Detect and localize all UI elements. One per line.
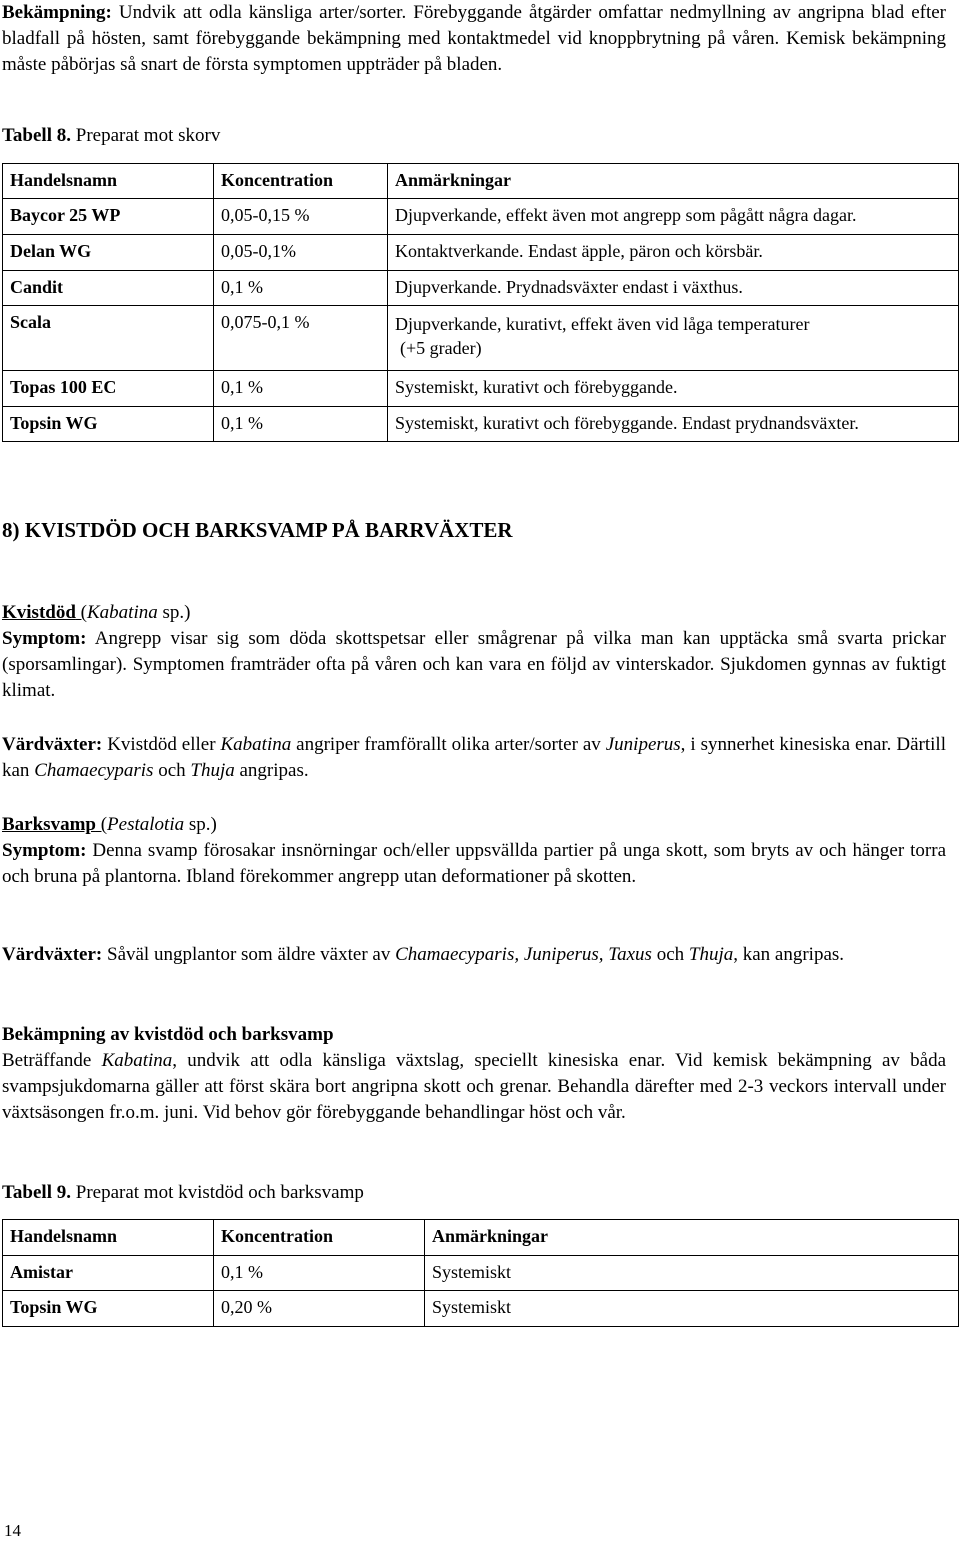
intro-text: Undvik att odla känsliga arter/sorter. Förebyggande åtgärder omfattar nedmyllning av angripna blad efter bladfall på hösten, samt förebyggande bekämpning med kontaktmedel vid knoppbrytning på våren. Kemisk bekämpning måste påbörjas så snart de första symptomen uppträder på bladen.	[2, 2, 946, 75]
table-row	[3, 371, 959, 407]
row-name: Delan WG	[3, 235, 214, 271]
host-text: angriper framförallt olika arter/sorter av	[291, 734, 606, 755]
kvistdod-latin: Kabatina	[87, 602, 158, 623]
host-latin: Kabatina	[220, 734, 292, 755]
header-koncentration: Koncentration	[214, 1220, 425, 1256]
control-text: , undvik att odla känsliga växtslag, speciellt kinesiska enar. Vid kemisk bekämpning av båda svampsjukdomarna gäller att först skära bort angripna skott och grenar. Behandla därefter med 2-3 veckors intervall under växtsäsongen fr.o.m. juni. Vid behov gör förebyggande behandlingar höst och vår.	[2, 1050, 946, 1123]
host-text: och	[651, 944, 689, 965]
control-latin: Kabatina	[101, 1050, 173, 1071]
table-row	[3, 306, 959, 371]
row-conc: 0,20 %	[214, 1291, 425, 1327]
header-anmarkningar: Anmärkningar	[388, 164, 959, 199]
row-name: Scala	[3, 306, 214, 371]
control-heading: Bekämpning av kvistdöd och barksvamp	[2, 1024, 334, 1045]
table8-title	[2, 123, 220, 149]
host-text: Såväl ungplantor som äldre växter av	[102, 944, 396, 965]
row-conc: 0,05-0,1%	[214, 235, 388, 271]
row-name: Topas 100 EC	[3, 371, 214, 407]
control-block	[2, 1022, 946, 1126]
row-conc: 0,05-0,15 %	[214, 199, 388, 235]
table8-label: Tabell 8.	[2, 125, 71, 146]
table-header-row	[3, 1220, 959, 1256]
host-latin: Thuja	[190, 760, 235, 781]
row-name: Baycor 25 WP	[3, 199, 214, 235]
row-conc: 0,1 %	[214, 407, 388, 442]
row-note: Systemiskt, kurativt och förebyggande. Endast prydnandsväxter.	[388, 407, 959, 442]
barksvamp-hosts	[2, 942, 946, 968]
table8-title-text: Preparat mot skorv	[71, 125, 221, 146]
host-text: , kan angripas.	[733, 944, 845, 965]
row-note: Systemiskt, kurativt och förebyggande.	[388, 371, 959, 407]
row-note: Systemiskt	[425, 1291, 959, 1327]
barksvamp-paren-close: sp.)	[184, 814, 217, 835]
row-name: Amistar	[3, 1256, 214, 1291]
header-koncentration: Koncentration	[214, 164, 388, 199]
kvistdod-paren-open: (	[75, 602, 87, 623]
row-note-line1: Djupverkande, kurativt, effekt även vid låga temperaturer	[395, 314, 810, 334]
row-name: Topsin WG	[3, 1291, 214, 1327]
barksvamp-paren-open: (	[95, 814, 108, 835]
kvistdod-symptom-label: Symptom:	[2, 628, 87, 649]
host-text: angripas.	[234, 760, 309, 781]
kvistdod-block	[2, 600, 946, 704]
kvistdod-hosts	[2, 732, 946, 784]
table-row	[3, 1291, 959, 1327]
header-handelsnamn: Handelsnamn	[3, 164, 214, 199]
host-latin: Chamaecyparis	[34, 760, 154, 781]
barksvamp-symptom-label: Symptom:	[2, 840, 87, 861]
kvistdod-symptom-text: Angrepp visar sig som döda skottspetsar eller smågrenar på vilka man kan upptäcka små svarta prickar (sporsamlingar). Symptomen framträder ofta på våren och kan vara en följd av vinterskador. Sjukdomen gynnas av fuktigt klimat.	[2, 628, 946, 701]
kvistdod-host-label: Värdväxter:	[2, 734, 103, 755]
kvistdod-title: Kvistdöd	[2, 602, 76, 623]
table9-title	[2, 1180, 364, 1206]
control-text: Beträffande	[2, 1050, 102, 1071]
host-text: , i synnerhet kinesiska enar. Därtill kan	[2, 734, 946, 781]
barksvamp-symptom-text: Denna svamp förosakar insnörningar och/eller uppsvällda partier på unga skott, som bryts av och hänger torra och bruna på plantorna. Ibland förekommer angrepp utan deformationer på skotten.	[2, 840, 946, 887]
host-latin: Thuja	[688, 944, 734, 965]
row-conc: 0,1 %	[214, 271, 388, 306]
kvistdod-paren-close: sp.)	[157, 602, 191, 623]
table8	[2, 163, 959, 442]
row-note-line2: (+5 grader)	[400, 338, 482, 358]
row-name: Topsin WG	[3, 407, 214, 442]
row-conc: 0,1 %	[214, 371, 388, 407]
table-header-row	[3, 164, 959, 199]
row-note: Systemiskt	[425, 1256, 959, 1291]
table9-label: Tabell 9.	[2, 1182, 71, 1203]
row-note	[388, 306, 959, 371]
barksvamp-title: Barksvamp	[2, 814, 96, 835]
row-note: Djupverkande. Prydnadsväxter endast i växthus.	[388, 271, 959, 306]
barksvamp-block	[2, 812, 946, 890]
host-text: och	[153, 760, 191, 781]
row-conc: 0,075-0,1 %	[214, 306, 388, 371]
intro-paragraph	[2, 0, 946, 78]
header-anmarkningar: Anmärkningar	[425, 1220, 959, 1256]
table9-title-text: Preparat mot kvistdöd och barksvamp	[71, 1182, 364, 1203]
row-note: Kontaktverkande. Endast äpple, päron och körsbär.	[388, 235, 959, 271]
header-handelsnamn: Handelsnamn	[3, 1220, 214, 1256]
row-note: Djupverkande, effekt även mot angrepp som pågått några dagar.	[388, 199, 959, 235]
host-latin: Juniperus	[605, 734, 681, 755]
table-row	[3, 199, 959, 235]
row-name: Candit	[3, 271, 214, 306]
barksvamp-host-label: Värdväxter:	[2, 944, 103, 965]
section-heading: 8) KVISTDÖD OCH BARKSVAMP PÅ BARRVÄXTER	[2, 518, 513, 542]
table9	[2, 1219, 959, 1327]
host-text: Kvistdöd eller	[102, 734, 221, 755]
table-row	[3, 407, 959, 442]
page-number: 14	[4, 1521, 21, 1540]
intro-label: Bekämpning:	[2, 2, 112, 23]
barksvamp-latin: Pestalotia	[107, 814, 185, 835]
row-conc: 0,1 %	[214, 1256, 425, 1291]
table-row	[3, 1256, 959, 1291]
table-row	[3, 271, 959, 306]
host-latin: Chamaecyparis, Juniperus, Taxus	[395, 944, 652, 965]
table-row	[3, 235, 959, 271]
